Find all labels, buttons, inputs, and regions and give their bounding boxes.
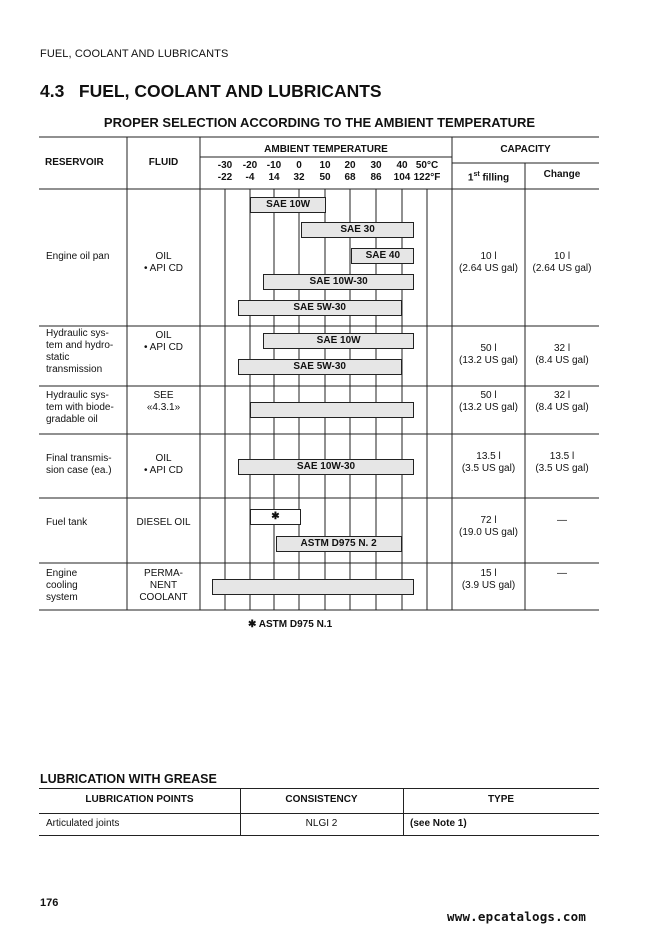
fluid-label: OIL <box>155 453 172 464</box>
capacity-first-filling: 10 l <box>480 251 497 262</box>
temperature-range-bar: ASTM D975 N. 2 <box>276 536 402 552</box>
fluid-label: COOLANT <box>139 592 188 603</box>
temp-label-f: 122°F <box>413 172 441 183</box>
header-fluid: FLUID <box>148 157 179 168</box>
section-subtitle: PROPER SELECTION ACCORDING TO THE AMBIENT TEMPERATURE <box>103 115 536 130</box>
temp-label-c: 20 <box>344 160 356 171</box>
reservoir-label: tem with biode- <box>46 402 114 413</box>
temperature-range-bar: SAE 10W <box>250 197 326 213</box>
section-title-text: FUEL, COOLANT AND LUBRICANTS <box>78 81 382 101</box>
fluid-label: OIL <box>155 251 172 262</box>
reservoir-label: Hydraulic sys- <box>46 390 109 401</box>
temperature-range-bar: SAE 40 <box>351 248 414 264</box>
capacity-change: — <box>557 515 567 526</box>
temperature-range-bar <box>212 579 414 595</box>
reservoir-label: Hydraulic sys- <box>46 328 109 339</box>
reservoir-label: transmission <box>46 364 103 375</box>
temp-label-c: -30 <box>217 160 233 171</box>
grease-cell: Articulated joints <box>46 818 120 829</box>
capacity-change: 13.5 l <box>549 451 575 462</box>
grease-cell: (see Note 1) <box>410 818 467 829</box>
header-capacity: CAPACITY <box>500 144 551 155</box>
reservoir-label: cooling <box>46 580 78 591</box>
grease-header: CONSISTENCY <box>285 794 358 805</box>
capacity-change: 32 l <box>553 390 571 401</box>
grease-title: LUBRICATION WITH GREASE <box>40 772 217 786</box>
reservoir-label: tem and hydro- <box>46 340 114 351</box>
grease-cell: NLGI 2 <box>305 818 338 829</box>
reservoir-label: sion case (ea.) <box>46 465 112 476</box>
reservoir-label: Fuel tank <box>46 517 88 528</box>
watermark: www.epcatalogs.com <box>447 909 587 924</box>
temp-label-f: -22 <box>217 172 233 183</box>
capacity-change: 32 l <box>553 343 571 354</box>
section-number: 4.3 <box>40 81 65 101</box>
grease-header: TYPE <box>487 794 515 805</box>
footnote: ✱ ASTM D975 N.1 <box>248 619 333 630</box>
temperature-range-bar: SAE 5W-30 <box>238 359 402 375</box>
fluid-label: DIESEL OIL <box>136 517 191 528</box>
temp-label-c: 50°C <box>415 160 439 171</box>
capacity-change: (3.5 US gal) <box>535 463 589 474</box>
temp-label-f: 68 <box>344 172 356 183</box>
capacity-first-filling: 13.5 l <box>476 451 501 462</box>
fluid-label: PERMA- <box>144 568 183 579</box>
grease-table-rule <box>39 835 599 836</box>
temp-label-c: 0 <box>296 160 302 171</box>
capacity-change: (8.4 US gal) <box>535 355 589 366</box>
temperature-range-bar: SAE 10W <box>263 333 415 349</box>
temperature-range-bar: SAE 10W-30 <box>238 459 415 475</box>
reservoir-label: static <box>46 352 70 363</box>
grease-header: LUBRICATION POINTS <box>85 794 194 805</box>
reservoir-label: system <box>46 592 78 603</box>
temp-label-f: -4 <box>245 172 255 183</box>
capacity-first-filling: 15 l <box>480 568 497 579</box>
reservoir-label: Engine oil pan <box>46 251 110 262</box>
temp-label-c: 30 <box>370 160 382 171</box>
temperature-range-bar: SAE 30 <box>301 222 415 238</box>
fluid-label: NENT <box>149 580 178 591</box>
page-number: 176 <box>40 897 59 909</box>
temp-label-c: -10 <box>266 160 282 171</box>
capacity-first-filling: (19.0 US gal) <box>459 527 518 538</box>
capacity-first-filling: (13.2 US gal) <box>459 402 518 413</box>
capacity-first-filling: (13.2 US gal) <box>459 355 518 366</box>
temp-label-f: 86 <box>370 172 382 183</box>
temp-label-f: 14 <box>268 172 280 183</box>
fluid-label: OIL <box>155 330 172 341</box>
temp-label-c: 10 <box>319 160 331 171</box>
fluid-label: • API CD <box>143 342 184 353</box>
grease-table-rule <box>39 788 599 789</box>
capacity-first-filling: 72 l <box>480 515 497 526</box>
fluid-label: • API CD <box>143 263 184 274</box>
capacity-change: (2.64 US gal) <box>532 263 592 274</box>
temperature-range-bar: SAE 5W-30 <box>238 300 402 316</box>
capacity-change: (8.4 US gal) <box>535 402 589 413</box>
temp-label-f: 32 <box>293 172 305 183</box>
running-header: FUEL, COOLANT AND LUBRICANTS <box>40 48 229 60</box>
capacity-change: 10 l <box>553 251 571 262</box>
temp-label-f: 104 <box>393 172 411 183</box>
temp-label-c: -20 <box>242 160 258 171</box>
reservoir-label: Engine <box>46 568 78 579</box>
capacity-first-filling: 50 l <box>480 390 497 401</box>
temperature-range-bar <box>250 402 414 418</box>
capacity-change: — <box>557 568 567 579</box>
header-first-filling: 1st filling <box>467 171 510 184</box>
header-ambient-temperature: AMBIENT TEMPERATURE <box>264 144 388 155</box>
header-change: Change <box>543 169 581 180</box>
reservoir-label: Final transmis- <box>46 453 112 464</box>
capacity-first-filling: (3.9 US gal) <box>461 580 516 591</box>
fluid-label: SEE <box>153 390 174 401</box>
temp-label-c: 40 <box>396 160 408 171</box>
fluid-label: «4.3.1» <box>146 402 181 413</box>
temperature-range-bar: ✱ <box>250 509 301 525</box>
temperature-range-bar: SAE 10W-30 <box>263 274 415 290</box>
capacity-first-filling: (2.64 US gal) <box>459 263 518 274</box>
fluid-label: • API CD <box>143 465 184 476</box>
reservoir-label: gradable oil <box>46 414 98 425</box>
capacity-first-filling: 50 l <box>480 343 497 354</box>
capacity-first-filling: (3.5 US gal) <box>461 463 516 474</box>
temp-label-f: 50 <box>319 172 331 183</box>
header-reservoir: RESERVOIR <box>45 157 104 168</box>
grease-table-rule <box>39 813 599 814</box>
